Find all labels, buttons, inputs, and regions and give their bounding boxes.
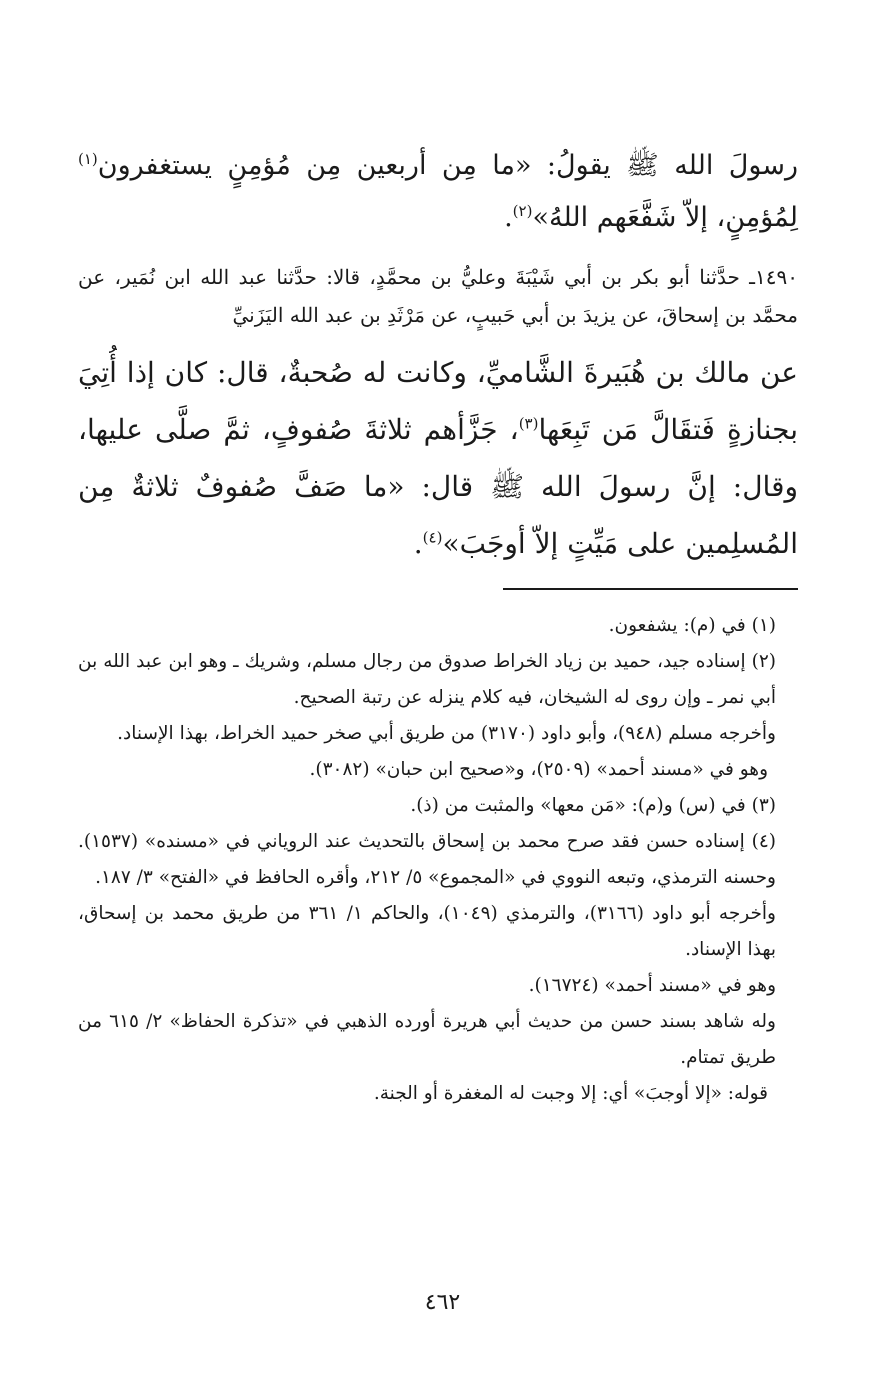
footnote-2-b: وأخرجه مسلم (٩٤٨)، وأبو داود (٣١٧٠) من طريق أبي صخر حميد الخراط، بهذا الإسناد. xyxy=(117,723,776,744)
matn-text-2: ، جَزَّأهم ثلاثةَ صُفوفٍ، ثمَّ صلَّى عليها، وقال: إنَّ رسولَ الله ﷺ قال: «ما صَفَّ صُفوفٌ ثلاثةٌ مِن المُسلِمين على مَيِّتٍ إلاّ أوجَبَ» xyxy=(78,413,798,560)
intro-paragraph xyxy=(78,140,798,244)
page-number: ٤٦٢ xyxy=(424,1290,461,1315)
matn-paragraph xyxy=(78,344,798,572)
footnote-2-c: وهو في «مسند أحمد» (٢٥٠٩)، و«صحيح ابن حبان» (٣٠٨٢). xyxy=(309,759,768,780)
footnotes xyxy=(78,608,798,1112)
chain-text: ـ حدَّثنا أبو بكر بن أبي شَيْبَةَ وعليُّ بن محمَّدٍ، قالا: حدَّثنا عبد الله ابن نُمَير، عن محمَّد بن إسحاقَ، عن يزيدَ بن أبي حَبيبٍ، عن مَرْثَدِ بن عبد الله اليَزَنيِّ xyxy=(78,265,798,327)
footnote-4-e: قوله: «إلا أوجبَ» أي: إلا وجبت له المغفرة أو الجنة. xyxy=(373,1083,768,1104)
footnote-4-a: (٤) إسناده حسن فقد صرح محمد بن إسحاق بالتحديث عند الروياني في «مسنده» (١٥٣٧). وحسنه الترمذي، وتبعه النووي في «المجموع» ٥/ ٢١٢، وأقره الحافظ في «الفتح» ٣/ ١٨٧. xyxy=(78,831,776,888)
matn-end: . xyxy=(413,527,423,560)
footnote-4-c: وهو في «مسند أحمد» (١٦٧٢٤). xyxy=(528,975,776,996)
footnote-ref-1: (١) xyxy=(78,150,98,168)
footnote-ref-3: (٣) xyxy=(518,414,539,433)
footnote-4-b: وأخرجه أبو داود (٣١٦٦)، والترمذي (١٠٤٩)، والحاكم ١/ ٣٦١ من طريق محمد بن إسحاق، بهذا الإسناد. xyxy=(78,903,776,960)
spacer xyxy=(78,334,798,344)
footnote-ref-4: (٤) xyxy=(422,528,443,547)
chain-paragraph xyxy=(78,258,798,334)
spacer xyxy=(78,244,798,258)
footnote-2-a: (٢) إسناده جيد، حميد بن زياد الخراط صدوق من رجال مسلم، وشريك ـ وهو ابن عبد الله بن أبي نمر ـ وإن روى له الشيخان، فيه كلام ينزله عن رتبة الصحيح. xyxy=(78,651,776,708)
footnote-4-d: وله شاهد بسند حسن من حديث أبي هريرة أورده الذهبي في «تذكرة الحفاظ» ٢/ ٦١٥ من طريق تمتام. xyxy=(78,1011,776,1068)
footnote-ref-2: (٢) xyxy=(512,202,533,220)
footnote-1: (١) في (م): يشفعون. xyxy=(608,615,776,636)
intro-text-2: لِمُؤمِنٍ، إلاّ شَفَّعَهم اللهُ» xyxy=(532,202,798,233)
page-body xyxy=(78,140,798,1112)
hadith-number: ١٤٩٠ xyxy=(755,265,798,289)
footnote-divider xyxy=(503,588,798,590)
intro-text: رسولَ الله ﷺ يقولُ: «ما مِن أربعين مِن مُؤمِنٍ يستغفرون xyxy=(97,150,798,181)
matn-text: عن مالك بن هُبَيرةَ الشَّاميِّ، وكانت له صُحبةٌ، قال: كان إذا أُتِيَ بجنازةٍ فَتقَالَّ مَن تَبِعَها xyxy=(78,356,798,446)
footnote-3: (٣) في (س) و(م): «مَن معها» والمثبت من (ذ). xyxy=(410,795,776,816)
intro-end: . xyxy=(504,202,513,233)
